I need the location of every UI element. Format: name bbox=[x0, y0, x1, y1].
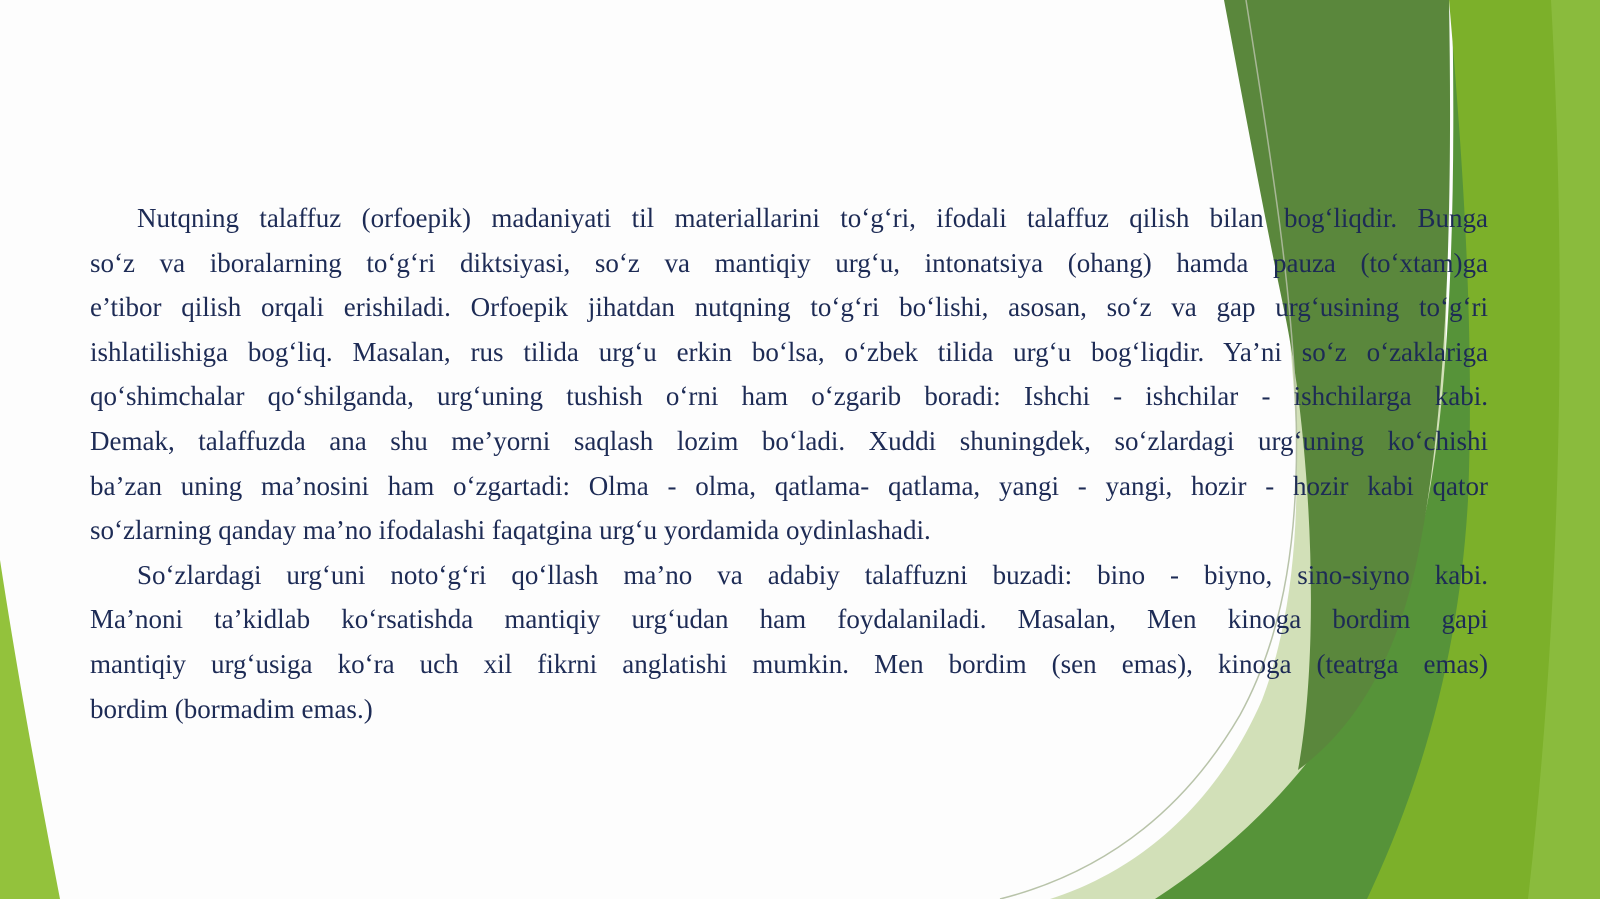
paragraph bbox=[90, 553, 1488, 731]
text-line: so‘zlarning qanday ma’no ifodalashi faqatgina urg‘u yordamida oydinlashadi. bbox=[90, 515, 931, 546]
text-line: So‘zlardagi urg‘uni noto‘g‘ri qo‘llash ma’no va adabiy talaffuzni buzadi: bino - biyno, sino-siyno kabi. bbox=[137, 559, 1488, 590]
text-line: so‘z va iboralarning to‘g‘ri diktsiyasi, so‘z va mantiqiy urg‘u, intonatsiya (ohang) hamda pauza (to‘xtam)ga bbox=[90, 247, 1488, 278]
text-line: ishlatilishiga bog‘liq. Masalan, rus tilida urg‘u erkin bo‘lsa, o‘zbek tilida urg‘u bog‘liqdir. Ya’ni so‘z o‘zaklariga bbox=[90, 336, 1488, 367]
text-line: qo‘shimchalar qo‘shilganda, urg‘uning tushish o‘rni ham o‘zgarib boradi: Ishchi - ishchilar - ishchilarga kabi. bbox=[90, 381, 1488, 412]
paragraph bbox=[90, 196, 1488, 553]
text-line: Nutqning talaffuz (orfoepik) madaniyati til materiallarini to‘g‘ri, ifodali talaffuz qilish bilan bog‘liqdir. Bunga bbox=[137, 203, 1488, 233]
text-line: Ma’noni ta’kidlab ko‘rsatishda mantiqiy urg‘udan ham foydalaniladi. Masalan, Men kinoga bordim gapi bbox=[90, 604, 1488, 635]
text-line: Demak, talaffuzda ana shu me’yorni saqlash lozim bo‘ladi. Xuddi shuningdek, so‘zlardagi urg‘uning ko‘chishi bbox=[90, 425, 1488, 456]
text-line: e’tibor qilish orqali erishiladi. Orfoepik jihatdan nutqning to‘g‘ri bo‘lishi, asosan, so‘z va gap urg‘usining to‘g‘ri bbox=[90, 292, 1488, 323]
text-line: bordim (bormadim emas.) bbox=[90, 693, 373, 724]
text-line: mantiqiy urg‘usiga ko‘ra uch xil fikrni anglatishi mumkin. Men bordim (sen emas), kinoga (teatrga emas) bbox=[90, 648, 1488, 679]
bottom-left-wedge bbox=[0, 560, 60, 899]
text-block bbox=[90, 196, 1488, 731]
text-line: ba’zan uning ma’nosini ham o‘zgartadi: Olma - olma, qatlama- qatlama, yangi - yangi, hozir - hozir kabi qator bbox=[90, 470, 1488, 501]
